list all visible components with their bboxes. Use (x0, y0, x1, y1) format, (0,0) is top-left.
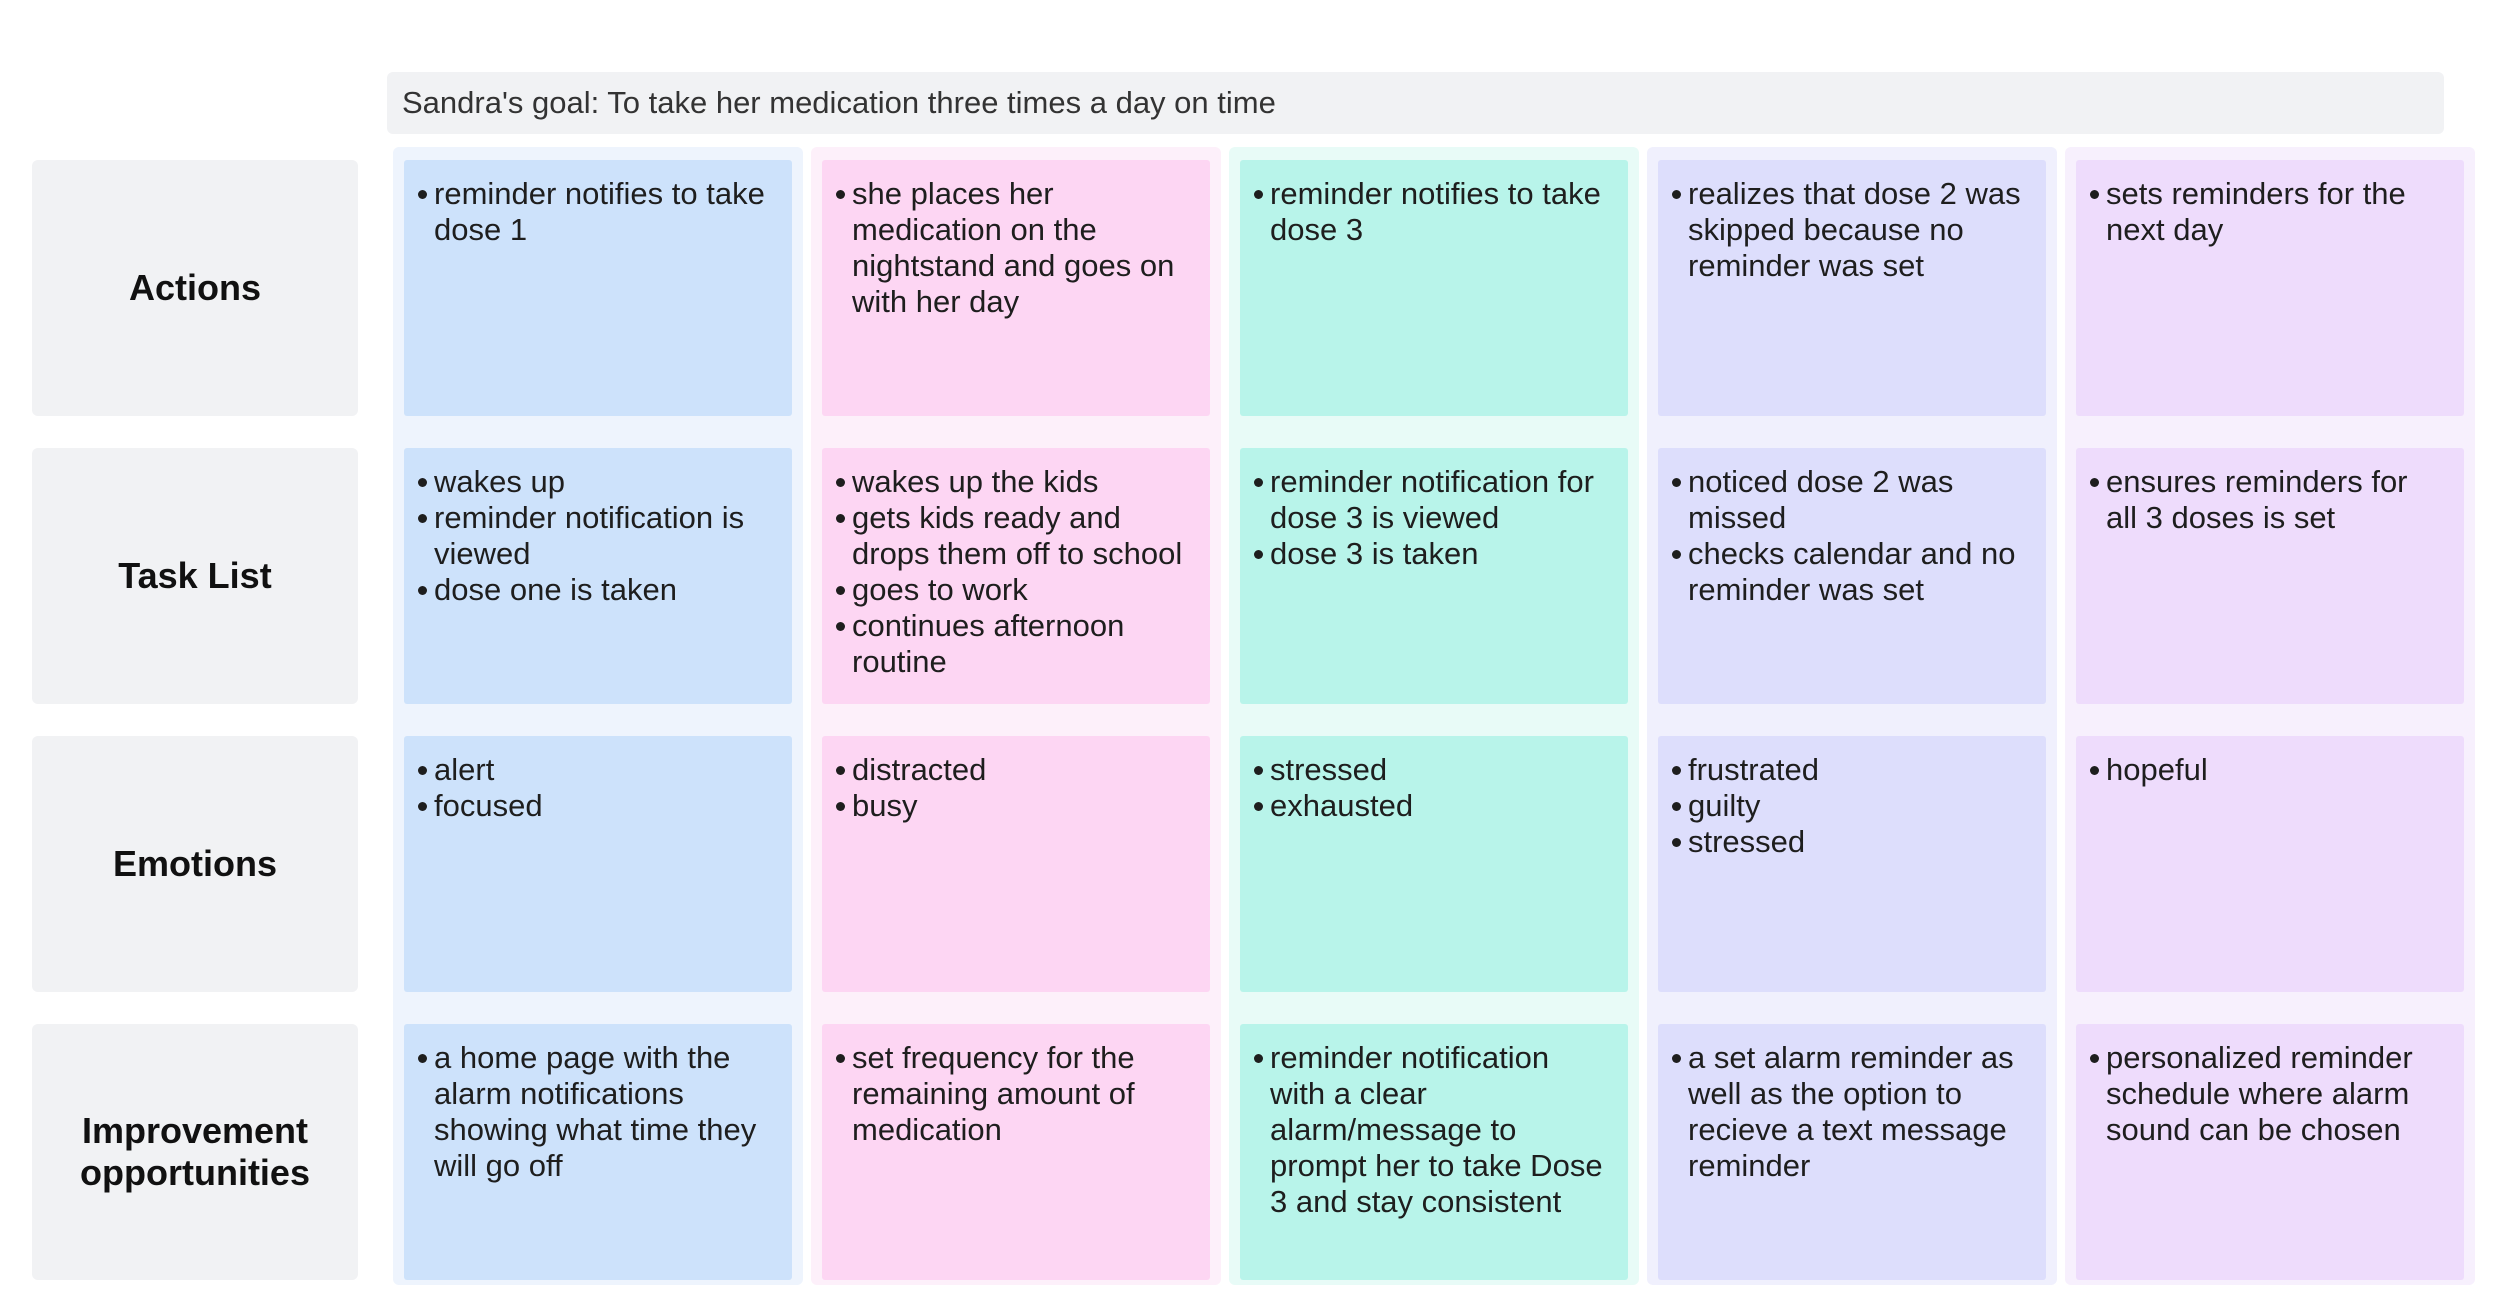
bullet-item: wakes up the kids (832, 464, 1192, 500)
row-label-actions (32, 160, 358, 416)
bullet-item: hopeful (2086, 752, 2446, 788)
sticky-note[interactable] (822, 448, 1210, 704)
bullet-item: a home page with the alarm notifications showing what time they will go off (414, 1040, 774, 1184)
sticky-note[interactable] (1240, 448, 1628, 704)
sticky-note[interactable] (2076, 448, 2464, 704)
bullet-item: a set alarm reminder as well as the option to recieve a text message reminder (1668, 1040, 2028, 1184)
row-label-task-list (32, 448, 358, 704)
journey-column-1 (393, 147, 803, 1285)
goal-text: Sandra's goal: To take her medication three times a day on time (402, 85, 1276, 120)
bullet-list (2086, 752, 2446, 788)
row-label-line: Task List (118, 555, 272, 596)
bullet-list (1668, 1040, 2028, 1184)
bullet-item: wakes up (414, 464, 774, 500)
bullet-item: sets reminders for the next day (2086, 176, 2446, 248)
bullet-item: goes to work (832, 572, 1192, 608)
bullet-item: exhausted (1250, 788, 1610, 824)
sticky-note[interactable] (2076, 160, 2464, 416)
goal-banner (387, 72, 2444, 134)
journey-column-2 (811, 147, 1221, 1285)
sticky-note[interactable] (1658, 1024, 2046, 1280)
bullet-list (832, 176, 1192, 320)
sticky-note[interactable] (1240, 160, 1628, 416)
bullet-item: realizes that dose 2 was skipped because no reminder was set (1668, 176, 2028, 284)
row-label-emotions (32, 736, 358, 992)
bullet-item: frustrated (1668, 752, 2028, 788)
bullet-list (1668, 752, 2028, 860)
bullet-item: continues afternoon routine (832, 608, 1192, 680)
bullet-item: reminder notifies to take dose 3 (1250, 176, 1610, 248)
bullet-item: personalized reminder schedule where alarm sound can be chosen (2086, 1040, 2446, 1148)
bullet-list (832, 464, 1192, 680)
bullet-item: stressed (1250, 752, 1610, 788)
journey-column-4 (1647, 147, 2057, 1285)
bullet-list (2086, 1040, 2446, 1148)
bullet-list (1250, 176, 1610, 248)
bullet-list (1250, 464, 1610, 572)
bullet-list (1668, 464, 2028, 608)
bullet-item: distracted (832, 752, 1192, 788)
sticky-note[interactable] (1240, 1024, 1628, 1280)
row-label-improvement-opportunities (32, 1024, 358, 1280)
sticky-note[interactable] (1240, 736, 1628, 992)
journey-column-3 (1229, 147, 1639, 1285)
bullet-item: reminder notification is viewed (414, 500, 774, 572)
bullet-list (414, 752, 774, 824)
bullet-item: reminder notification for dose 3 is viewed (1250, 464, 1610, 536)
bullet-item: noticed dose 2 was missed (1668, 464, 2028, 536)
bullet-list (1668, 176, 2028, 284)
sticky-note[interactable] (2076, 736, 2464, 992)
bullet-item: she places her medication on the nightstand and goes on with her day (832, 176, 1192, 320)
row-label-line: Emotions (112, 843, 277, 884)
bullet-list (414, 1040, 774, 1184)
sticky-note[interactable] (2076, 1024, 2464, 1280)
bullet-item: alert (414, 752, 774, 788)
sticky-note[interactable] (822, 160, 1210, 416)
sticky-note[interactable] (404, 1024, 792, 1280)
bullet-item: reminder notifies to take dose 1 (414, 176, 774, 248)
bullet-item: checks calendar and no reminder was set (1668, 536, 2028, 608)
sticky-note[interactable] (404, 160, 792, 416)
bullet-list (1250, 752, 1610, 824)
bullet-item: guilty (1668, 788, 2028, 824)
bullet-list (2086, 464, 2446, 536)
bullet-item: reminder notification with a clear alarm/message to prompt her to take Dose 3 and stay consistent (1250, 1040, 1610, 1220)
bullet-item: ensures reminders for all 3 doses is set (2086, 464, 2446, 536)
bullet-item: set frequency for the remaining amount of medication (832, 1040, 1192, 1148)
journey-column-5 (2065, 147, 2475, 1285)
sticky-note[interactable] (1658, 448, 2046, 704)
bullet-item: dose one is taken (414, 572, 774, 608)
row-label-line: Improvement (81, 1110, 309, 1151)
bullet-item: dose 3 is taken (1250, 536, 1610, 572)
bullet-list (832, 1040, 1192, 1148)
bullet-list (832, 752, 1192, 824)
bullet-list (2086, 176, 2446, 248)
sticky-note[interactable] (822, 736, 1210, 992)
sticky-note[interactable] (1658, 160, 2046, 416)
bullet-item: focused (414, 788, 774, 824)
bullet-item: stressed (1668, 824, 2028, 860)
bullet-list (1250, 1040, 1610, 1220)
sticky-note[interactable] (404, 736, 792, 992)
bullet-list (414, 176, 774, 248)
sticky-note[interactable] (822, 1024, 1210, 1280)
bullet-item: gets kids ready and drops them off to school (832, 500, 1192, 572)
row-label-line: opportunities (80, 1152, 310, 1193)
bullet-item: busy (832, 788, 1192, 824)
row-label-line: Actions (128, 267, 261, 308)
sticky-note[interactable] (404, 448, 792, 704)
bullet-list (414, 464, 774, 608)
sticky-note[interactable] (1658, 736, 2046, 992)
